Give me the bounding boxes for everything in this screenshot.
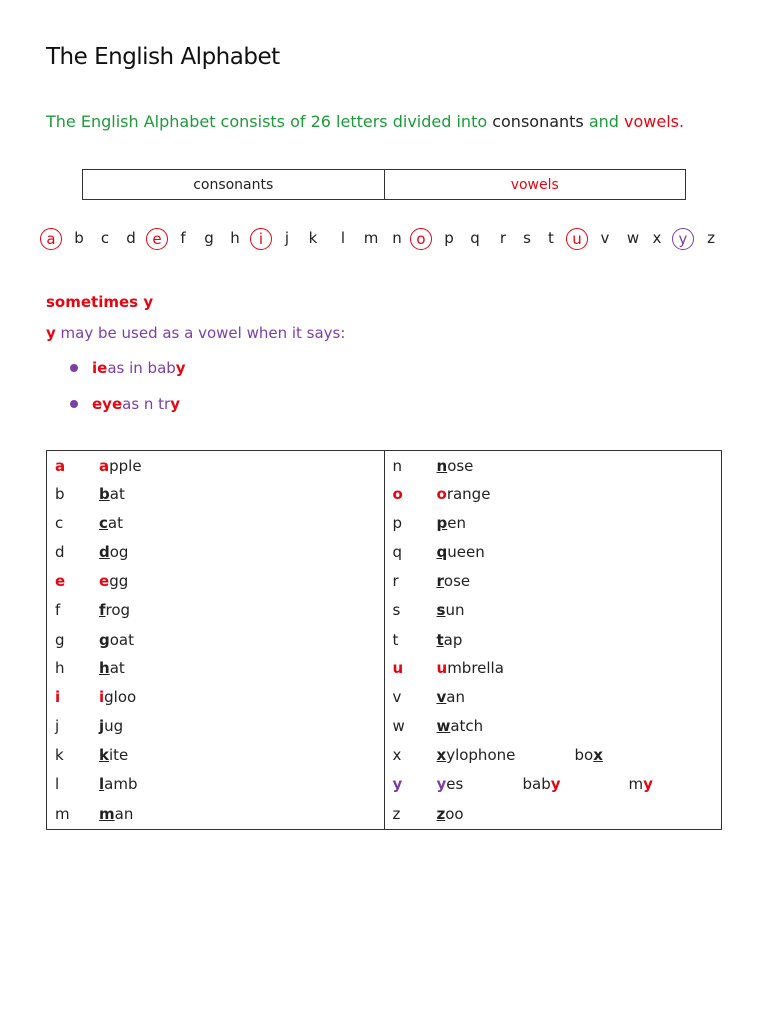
vowels-cell: vowels [384, 170, 686, 199]
row-letter: i [55, 687, 61, 706]
row-letter: l [55, 774, 60, 793]
alphabet-letter-x: x [652, 229, 662, 247]
word-rest: at [109, 484, 125, 503]
word-initial: x [436, 745, 447, 764]
alphabet-letter-s: s [523, 229, 531, 247]
row-letter: c [55, 513, 64, 532]
table-row [47, 537, 384, 566]
word-rest: ite [108, 745, 129, 764]
alphabet-letter-b: b [74, 229, 84, 247]
table-row [385, 566, 722, 595]
word-initial: i [99, 687, 105, 706]
row-letter: g [55, 630, 65, 649]
word-initial: o [436, 484, 447, 503]
word-rest: atch [450, 716, 484, 735]
sometimes-y-heading [46, 293, 153, 311]
alphabet-letter-k: k [308, 229, 318, 247]
word-rest: gg [109, 571, 129, 590]
row-word [437, 775, 464, 793]
row-letter: j [55, 716, 60, 735]
table-row [47, 711, 384, 740]
bullet-dot [70, 400, 78, 408]
word-rest: ose [447, 456, 474, 475]
row-letter: u [392, 658, 404, 677]
word-rest: es [446, 774, 464, 793]
row-letter: t [392, 630, 399, 649]
row-letter: w [392, 716, 405, 735]
word-rest: range [446, 484, 491, 503]
word-initial: v [436, 687, 447, 706]
alphabet-letter-i: i [250, 228, 272, 250]
example-word-stem: m [628, 774, 644, 793]
row-word [99, 805, 133, 823]
row-word [99, 631, 134, 649]
alphabet-letter-m: m [363, 229, 379, 247]
word-rest: ug [104, 716, 124, 735]
bullet-mid: as n tr [122, 395, 171, 413]
row-word [437, 717, 484, 735]
row-word [99, 457, 142, 475]
example-word-stem: bab [522, 774, 551, 793]
bullet-item [70, 359, 186, 377]
alphabet-letter-q: q [470, 229, 480, 247]
table-row [47, 682, 384, 711]
alphabet-letter-f: f [180, 229, 186, 247]
word-initial: q [436, 542, 448, 561]
word-initial: r [436, 571, 444, 590]
table-row [385, 740, 722, 769]
word-rest: ylophone [446, 745, 516, 764]
alphabet-letter-j: j [284, 229, 290, 247]
row-letter: b [55, 484, 65, 503]
word-rest: oo [445, 804, 464, 823]
row-letter: n [392, 456, 403, 475]
row-word [437, 457, 474, 475]
row-word [437, 485, 491, 503]
row-letter: v [392, 687, 402, 706]
table-row [385, 595, 722, 624]
vowel-rule-y: y [46, 324, 56, 342]
word-initial: p [436, 513, 448, 532]
alphabet-letter-p: p [444, 229, 454, 247]
word-initial: t [436, 630, 444, 649]
intro-consonants: consonants [492, 112, 584, 131]
sometimes-label: sometimes [46, 293, 144, 311]
row-letter: s [392, 600, 401, 619]
row-letter: q [392, 542, 403, 561]
bullet-dot [70, 364, 78, 372]
row-word [99, 485, 125, 503]
alphabet-letter-w: w [626, 229, 640, 247]
word-rest: en [447, 513, 466, 532]
table-row [385, 711, 722, 740]
row-letter: m [55, 804, 70, 823]
table-row [47, 451, 384, 480]
table-row [47, 769, 384, 798]
word-initial: g [99, 630, 110, 649]
alphabet-letter-g: g [204, 229, 214, 247]
sometimes-y: y [143, 293, 154, 311]
table-row [385, 625, 722, 654]
example-word [523, 775, 561, 793]
alphabet-letter-a: a [40, 228, 62, 250]
table-row [47, 508, 384, 537]
table-row [385, 508, 722, 537]
row-word [99, 543, 128, 561]
table-row [47, 740, 384, 769]
row-letter: e [55, 571, 66, 590]
word-rest: amb [104, 774, 138, 793]
intro-and: and [583, 112, 625, 131]
consonants-cell: consonants [193, 176, 274, 193]
intro-suffix: . [679, 112, 685, 131]
alphabet-letter-c: c [100, 229, 110, 247]
bullet-item [70, 395, 180, 413]
alphabet-letter-u: u [566, 228, 588, 250]
row-letter: a [55, 456, 66, 475]
row-word [99, 601, 130, 619]
table-row [385, 451, 722, 480]
word-initial: y [436, 774, 447, 793]
row-word [437, 572, 471, 590]
word-rest: gloo [104, 687, 137, 706]
word-rest: an [446, 687, 465, 706]
row-word [437, 543, 485, 561]
row-word [99, 688, 136, 706]
alphabet-letter-h: h [230, 229, 240, 247]
table-row [385, 799, 722, 828]
word-rest: at [109, 658, 125, 677]
bullet-key: ie [92, 359, 108, 377]
alphabet-letter-l: l [340, 229, 346, 247]
row-word [99, 746, 128, 764]
row-letter: y [392, 774, 403, 793]
row-letter: z [392, 804, 401, 823]
intro-vowels: vowels [624, 112, 680, 131]
row-letter: o [392, 484, 403, 503]
alphabet-letter-v: v [600, 229, 610, 247]
row-word [437, 805, 464, 823]
bullet-key: eye [92, 395, 123, 413]
word-initial: m [99, 804, 115, 823]
row-letter: f [55, 600, 61, 619]
word-initial: j [99, 716, 105, 735]
word-rest: ueen [447, 542, 485, 561]
word-initial: h [99, 658, 110, 677]
row-word [99, 659, 125, 677]
word-initial: b [99, 484, 110, 503]
table-row [47, 799, 384, 828]
row-word [99, 717, 123, 735]
intro-text [46, 112, 684, 131]
bullet-end: y [170, 395, 181, 413]
row-word [437, 631, 463, 649]
row-letter: k [55, 745, 64, 764]
row-letter: h [55, 658, 65, 677]
table-row [47, 479, 384, 508]
example-word-highlight: y [643, 774, 653, 793]
vowel-rule-line [46, 324, 345, 342]
table-row [385, 769, 722, 798]
example-word-stem: bo [574, 745, 594, 764]
word-initial: s [436, 600, 446, 619]
table-row [385, 653, 722, 682]
example-word [575, 746, 603, 764]
table-row [47, 566, 384, 595]
word-initial: f [99, 600, 106, 619]
table-row [47, 625, 384, 654]
word-initial: k [99, 745, 109, 764]
row-letter: p [392, 513, 403, 532]
word-rest: an [114, 804, 134, 823]
word-initial: z [436, 804, 446, 823]
row-word [99, 775, 137, 793]
word-rest: ose [443, 571, 471, 590]
alphabet-letter-n: n [392, 229, 402, 247]
alphabet-letter-e: e [146, 228, 168, 250]
bullet-end: y [175, 359, 186, 377]
word-initial: l [99, 774, 105, 793]
row-word [437, 746, 516, 764]
row-letter: d [55, 542, 65, 561]
word-rest: pple [109, 456, 142, 475]
word-initial: a [99, 456, 110, 475]
word-initial: w [436, 716, 451, 735]
alphabet-letter-o: o [410, 228, 432, 250]
word-initial: n [436, 456, 448, 475]
example-word-highlight: y [550, 774, 561, 793]
example-word-highlight: x [593, 745, 603, 764]
table-row [47, 595, 384, 624]
alphabet-word-table [46, 450, 722, 830]
word-initial: e [99, 571, 110, 590]
vowel-rule-text: may be used as a vowel when it says: [55, 324, 346, 342]
row-word [99, 572, 128, 590]
word-rest: ap [443, 630, 463, 649]
row-letter: x [392, 745, 402, 764]
alphabet-row [40, 228, 730, 256]
page-title: The English Alphabet [46, 44, 280, 70]
word-rest: mbrella [447, 658, 504, 677]
bullet-mid: as in bab [107, 359, 176, 377]
row-word [437, 514, 467, 532]
table-row [385, 479, 722, 508]
word-initial: d [99, 542, 110, 561]
word-rest: un [445, 600, 465, 619]
alphabet-letter-t: t [548, 229, 554, 247]
row-word [437, 659, 504, 677]
table-row [47, 653, 384, 682]
word-rest: oat [109, 630, 135, 649]
word-rest: og [109, 542, 129, 561]
alphabet-letter-z: z [707, 229, 715, 247]
right-column [384, 451, 722, 829]
alphabet-letter-y: y [672, 228, 694, 250]
alphabet-letter-d: d [126, 229, 136, 247]
word-rest: rog [105, 600, 131, 619]
row-word [437, 688, 465, 706]
row-letter: r [392, 571, 399, 590]
word-rest: at [107, 513, 123, 532]
example-word [629, 775, 653, 793]
intro-prefix: The English Alphabet consists of 26 letters divided into [46, 112, 493, 131]
word-initial: c [99, 513, 108, 532]
row-word [99, 514, 123, 532]
consonant-vowel-table [82, 169, 686, 200]
table-row [385, 682, 722, 711]
row-word [437, 601, 465, 619]
table-row [385, 537, 722, 566]
left-column [47, 451, 384, 829]
word-initial: u [436, 658, 448, 677]
alphabet-letter-r: r [499, 229, 507, 247]
